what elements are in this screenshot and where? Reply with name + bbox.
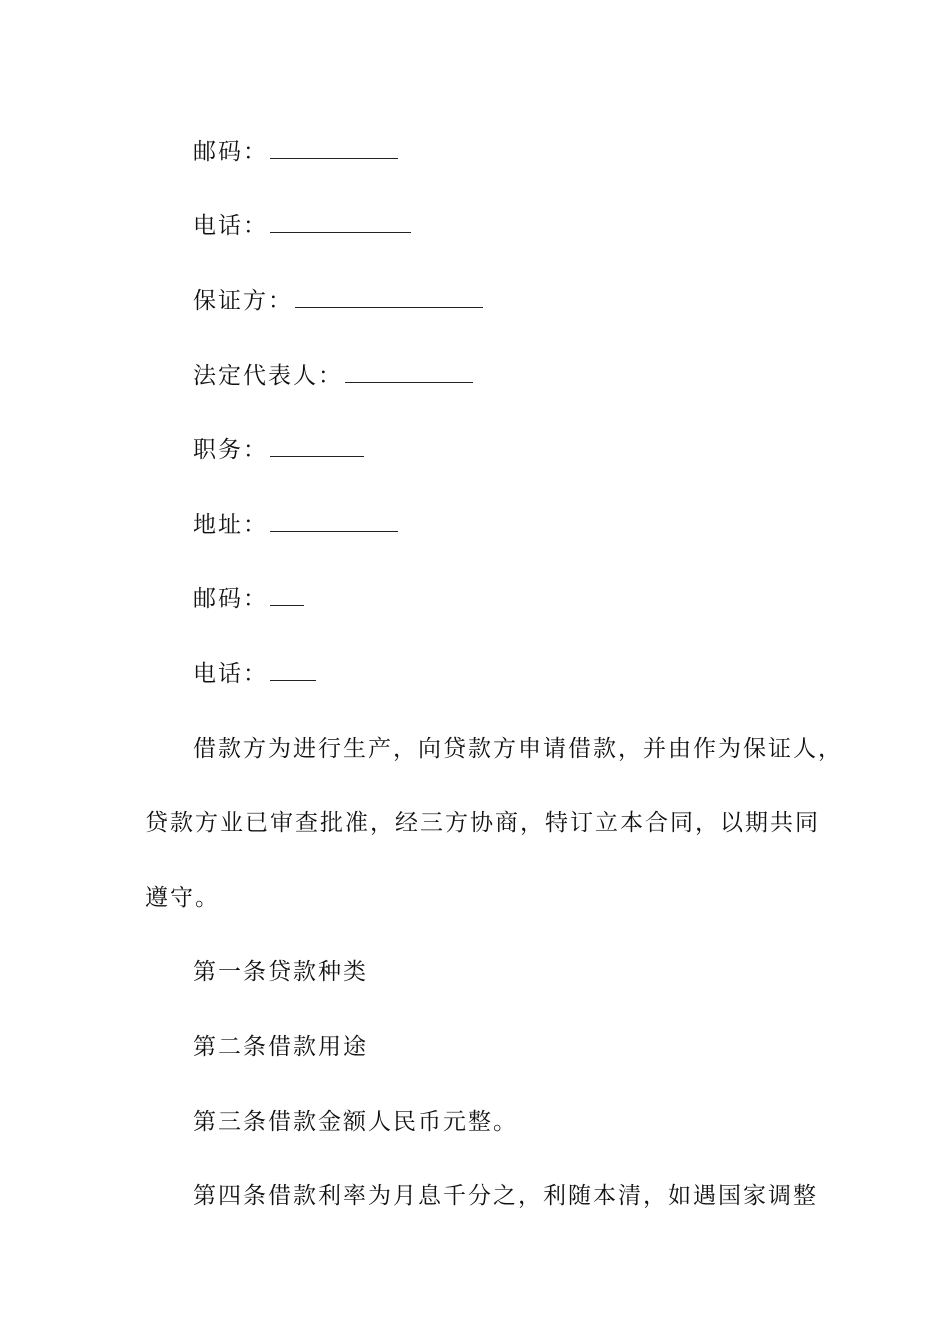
paragraph-line-2: 贷款方业已审查批准，经三方协商，特订立本合同，以期共同 (145, 810, 820, 836)
field-address (193, 510, 398, 540)
blank-line[interactable] (270, 530, 398, 532)
blank-line[interactable] (270, 231, 411, 233)
field-label: 邮码： (193, 586, 268, 612)
article-1: 第一条贷款种类 (193, 959, 368, 985)
field-phone-2 (193, 659, 316, 689)
blank-line[interactable] (270, 157, 398, 159)
field-phone-1 (193, 211, 411, 241)
blank-line[interactable] (295, 306, 483, 308)
blank-line[interactable] (270, 604, 304, 606)
article-2: 第二条借款用途 (193, 1034, 368, 1060)
field-guarantor (193, 286, 483, 316)
field-postcode-1 (193, 137, 398, 167)
field-label: 职务： (193, 437, 268, 463)
blank-line[interactable] (270, 455, 364, 457)
field-label: 法定代表人： (193, 363, 343, 389)
blank-line[interactable] (345, 381, 473, 383)
field-position (193, 435, 364, 465)
field-label: 保证方： (193, 288, 293, 314)
article-4: 第四条借款利率为月息千分之，利随本清，如遇国家调整 (193, 1183, 818, 1209)
paragraph-line-3: 遵守。 (145, 885, 220, 911)
paragraph-line-1: 借款方为进行生产，向贷款方申请借款，并由作为保证人， (193, 736, 843, 762)
field-label: 电话： (193, 213, 268, 239)
article-3: 第三条借款金额人民币元整。 (193, 1109, 518, 1135)
field-postcode-2 (193, 584, 304, 614)
field-label: 邮码： (193, 139, 268, 165)
field-legal-representative (193, 361, 473, 391)
field-label: 地址： (193, 512, 268, 538)
blank-line[interactable] (270, 679, 316, 681)
field-label: 电话： (193, 661, 268, 687)
